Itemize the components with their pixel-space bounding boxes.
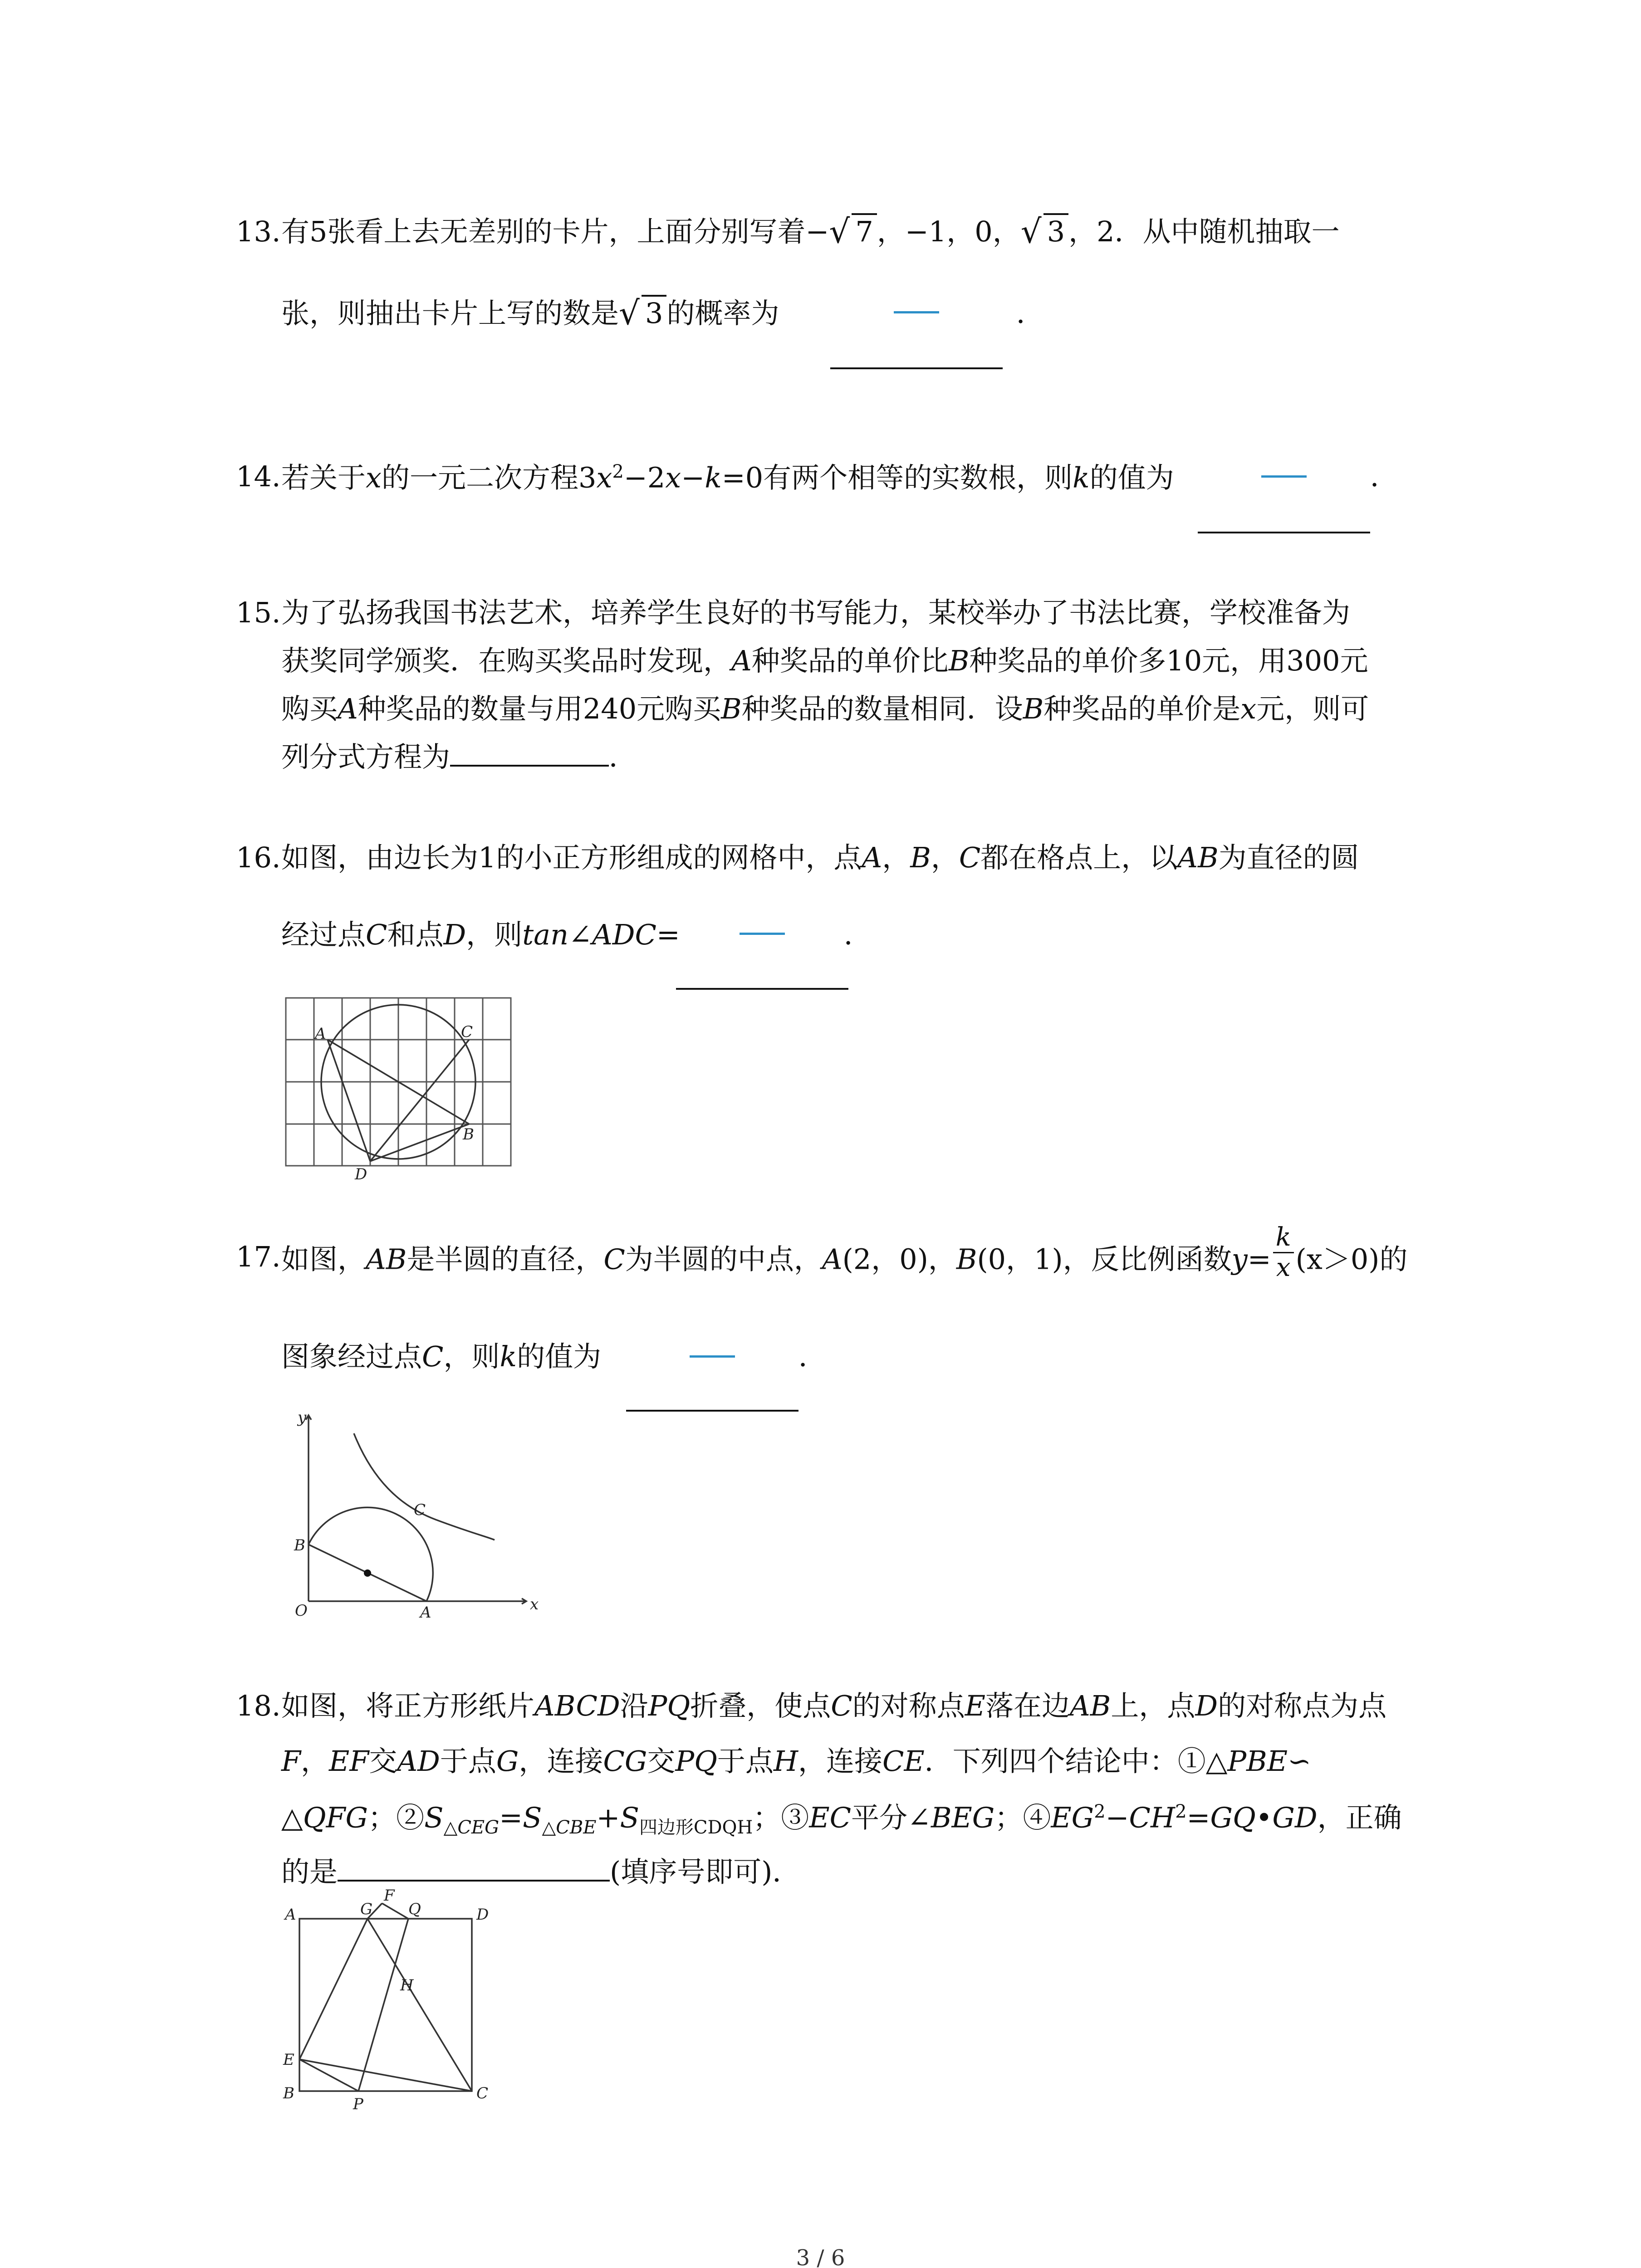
q13-answer-line[interactable]	[830, 367, 1003, 369]
label-F: F	[384, 1887, 395, 1905]
q16-grid-figure	[281, 993, 517, 1184]
label-P: P	[353, 2095, 363, 2113]
label-C: C	[461, 1023, 473, 1041]
label-A: A	[420, 1603, 431, 1622]
fraction-k-over-x: $\frac{k}{x}$	[1273, 1225, 1294, 1281]
label-A: A	[315, 1025, 326, 1043]
sqrt-7: √ 7	[829, 218, 877, 246]
label-H: H	[400, 1976, 414, 1994]
q14-period: ．	[1370, 460, 1399, 493]
q13-answer-mark	[894, 311, 939, 313]
q13-number: 13.	[236, 215, 281, 248]
q14-number: 14.	[236, 460, 281, 493]
q17-answer-line[interactable]	[626, 1410, 798, 1412]
q15-number: 15.	[236, 596, 281, 629]
label-G: G	[360, 1900, 373, 1918]
label-E: E	[283, 2051, 294, 2069]
q15-answer-blank[interactable]	[450, 747, 609, 767]
label-B: B	[294, 1536, 305, 1554]
segment-fq	[382, 1903, 408, 1919]
label-x: x	[530, 1595, 539, 1613]
label-C: C	[414, 1501, 426, 1519]
q17-line2: 图象经过点C，则k的值为	[281, 1340, 602, 1373]
label-y: y	[298, 1408, 307, 1427]
q14-answer-mark	[1261, 475, 1307, 478]
q16-answer-mark	[740, 933, 785, 935]
q18-line4: 的是 (填序号即可)．	[281, 1855, 801, 1888]
label-D: D	[476, 1906, 489, 1924]
label-B: B	[463, 1125, 474, 1144]
q17-period: ．	[798, 1340, 827, 1373]
sqrt-3-b: √ 3	[619, 299, 666, 327]
q16-number: 16.	[236, 841, 281, 874]
hyperbola-curve	[354, 1433, 495, 1540]
label-A: A	[285, 1906, 296, 1924]
q17-coordinate-figure	[281, 1406, 544, 1624]
q15-line3: 购买A种奖品的数量与用240元购买B种奖品的数量相同．设B种奖品的单价是x元，则可	[281, 692, 1369, 725]
q13-line2: 张，则抽出卡片上写的数是√ 3 的概率为	[281, 299, 779, 327]
q13-period: ．	[1016, 297, 1045, 330]
segment-ec	[299, 2059, 472, 2091]
q17-answer-mark	[690, 1355, 735, 1358]
q15-line4: 列分式方程为 ．	[281, 740, 637, 773]
q16-line2: 经过点C和点D，则tan∠ADC=	[281, 918, 680, 951]
q18-answer-blank[interactable]	[338, 1862, 610, 1882]
q18-number: 18.	[236, 1689, 281, 1722]
label-O: O	[295, 1602, 308, 1620]
label-Q: Q	[408, 1900, 421, 1918]
q16-period: ．	[844, 918, 872, 951]
q17-number: 17.	[236, 1240, 281, 1273]
label-B: B	[283, 2084, 294, 2102]
q18-line3: △QFG；$②S_{\triangle CEG}=S_{\triangle CBE}+S_{四边形CDQH}$；③EC平分∠BEG；$④EG^2-CH^2=GQ•GD$，正确	[281, 1801, 1402, 1838]
q18-square-figure	[277, 1887, 513, 2123]
q16-answer-line[interactable]	[676, 988, 848, 990]
page-number: 3 / 6	[796, 2245, 845, 2268]
q15-line2: 获奖同学颁奖．在购买奖品时发现，A种奖品的单价比B种奖品的单价多10元，用300元	[281, 644, 1368, 677]
sqrt-3: √ 3	[1021, 218, 1068, 246]
segment-ad	[328, 1040, 370, 1161]
label-C: C	[476, 2084, 489, 2102]
q18-line2: F，EF交AD于点G，连接CG交PQ于点H，连接CE．下列四个结论中：①△PBE∽	[281, 1745, 1311, 1778]
q14-answer-line[interactable]	[1198, 532, 1370, 533]
label-D: D	[355, 1165, 367, 1183]
segment-eg	[299, 1919, 367, 2059]
center-point	[364, 1569, 371, 1577]
